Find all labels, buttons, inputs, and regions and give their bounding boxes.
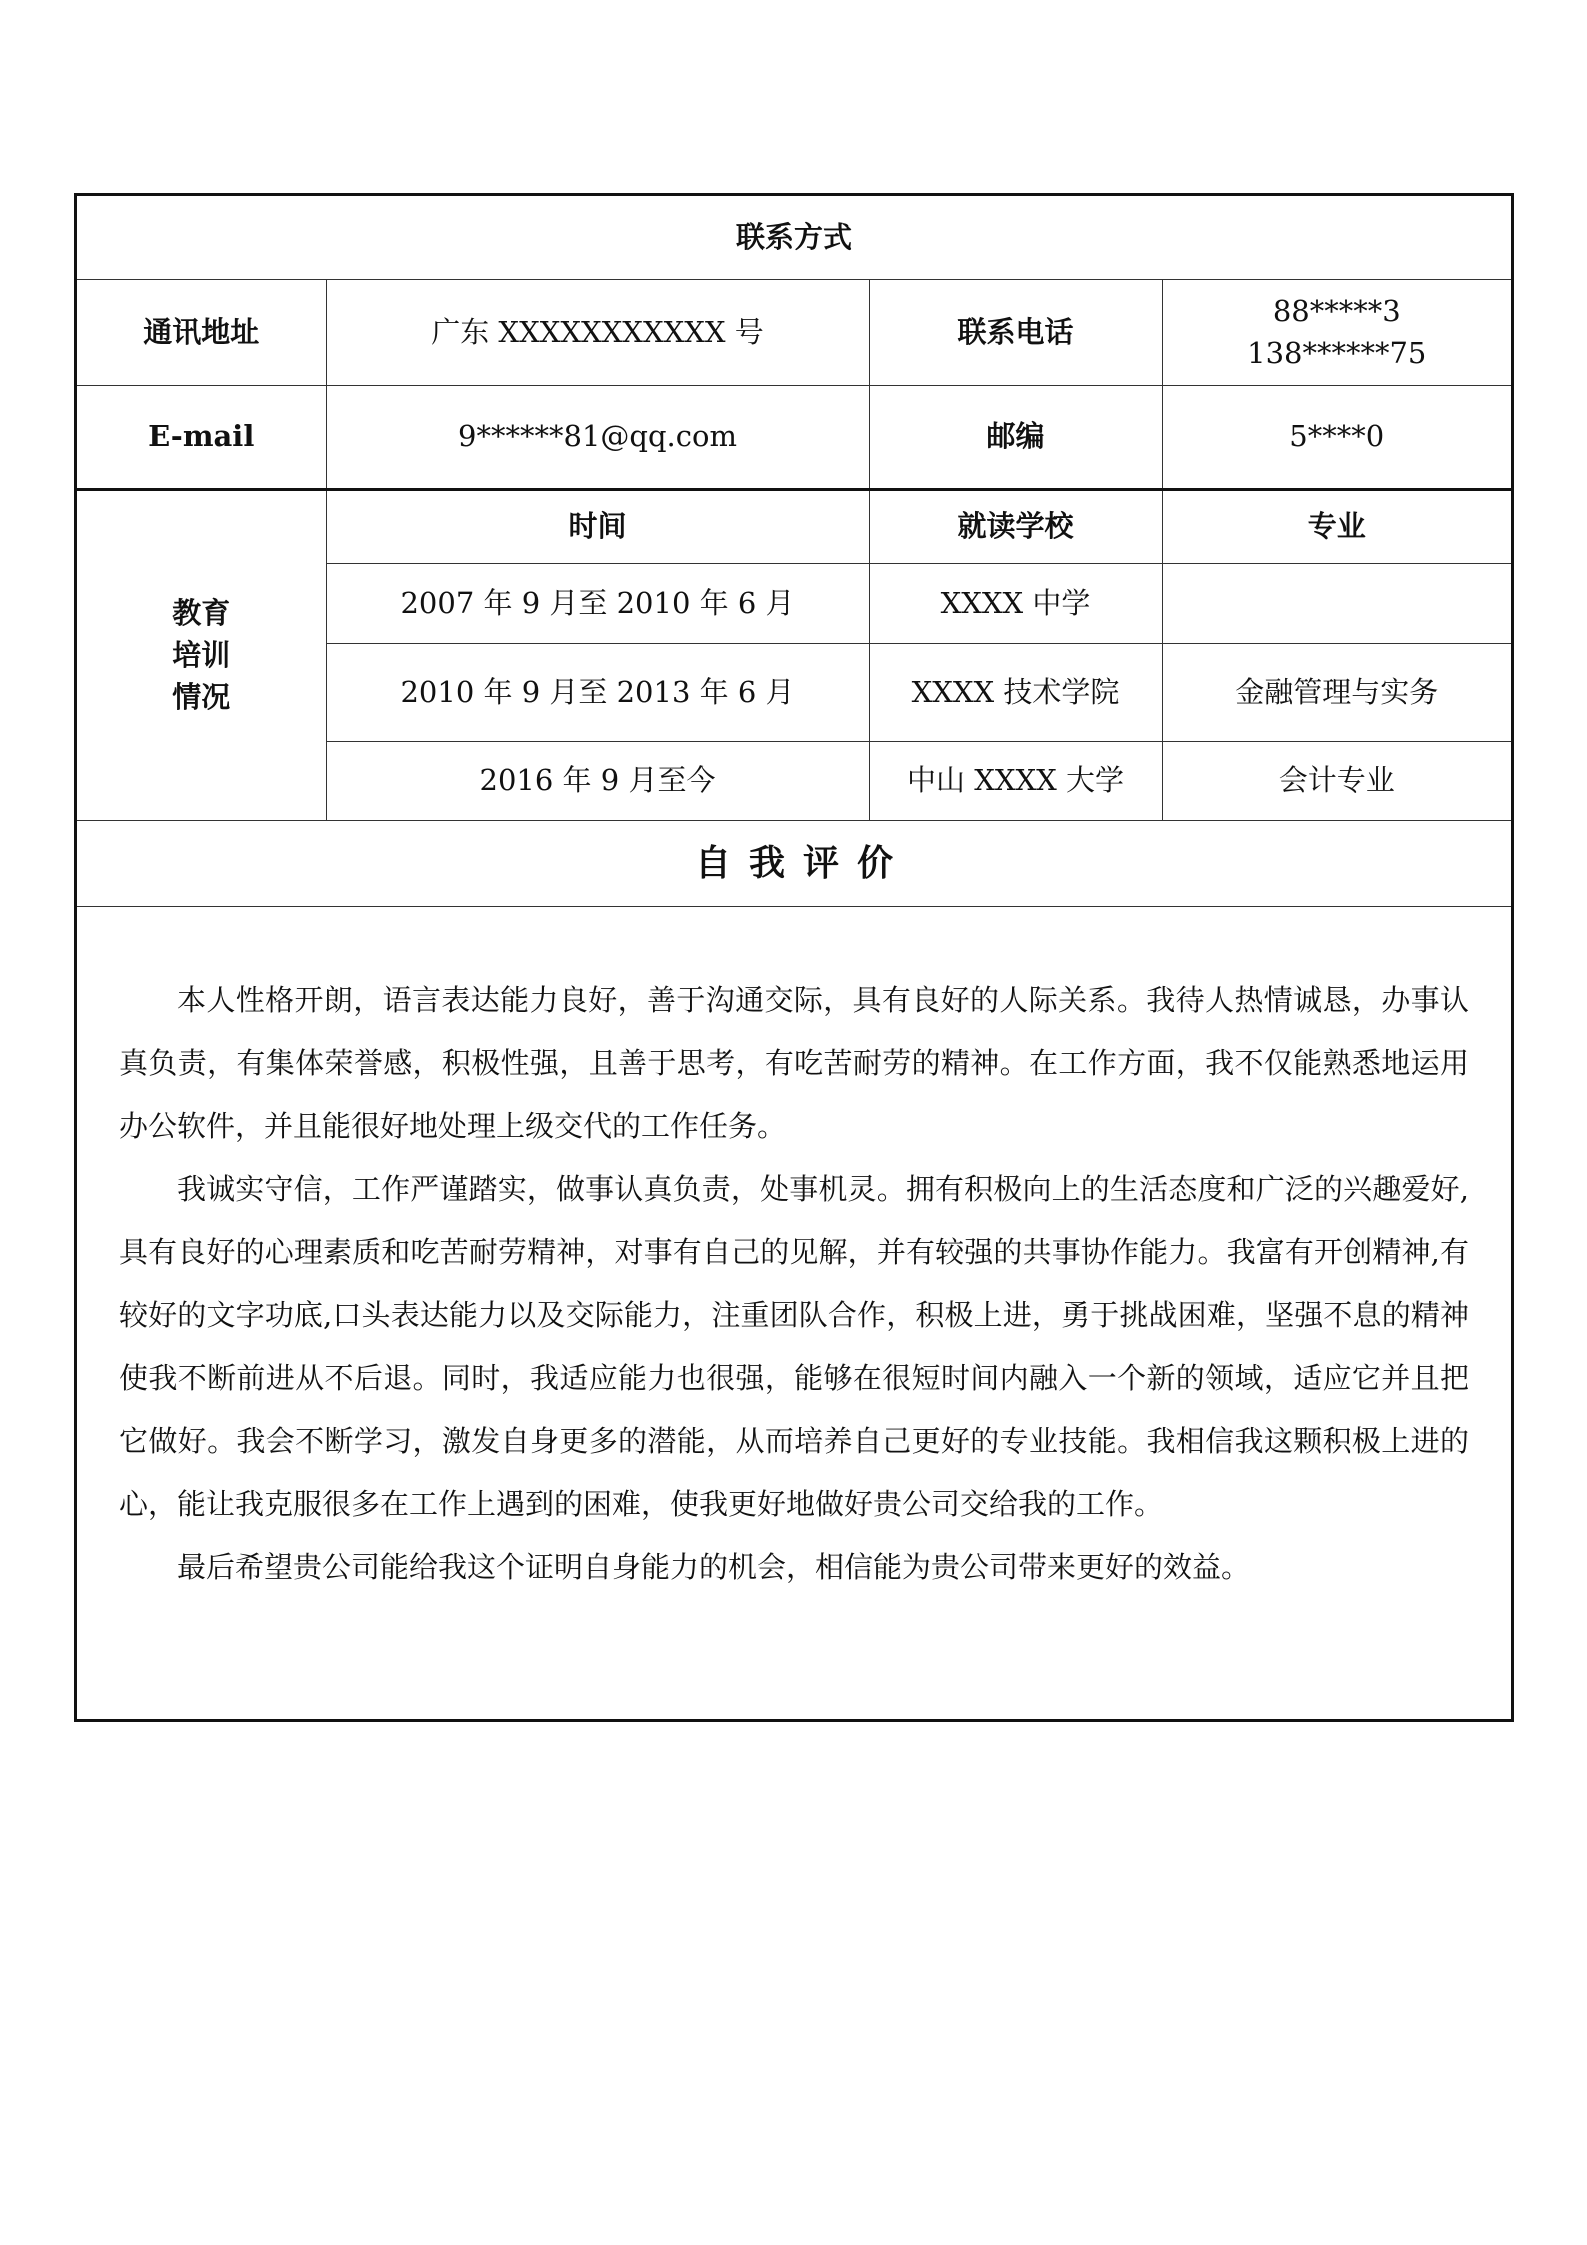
email-value: 9******81@qq.com — [326, 385, 869, 489]
postcode-value: 5****0 — [1162, 385, 1511, 489]
education-row-time: 2010 年 9 月至 2013 年 6 月 — [326, 643, 869, 741]
contact-section-title: 联系方式 — [77, 196, 1511, 279]
education-row-major: 会计专业 — [1162, 741, 1511, 820]
education-section-label — [77, 489, 326, 820]
education-label-line-3: 情况 — [172, 680, 231, 715]
address-value: 广东 XXXXXXXXXXX 号 — [326, 279, 869, 385]
self-evaluation-body — [77, 906, 1511, 1722]
resume-table — [77, 196, 1511, 1722]
self-evaluation-paragraph: 本人性格开朗，语言表达能力良好，善于沟通交际，具有良好的人际关系。我待人热情诚恳，办事认真负责，有集体荣誉感，积极性强，且善于思考，有吃苦耐劳的精神。在工作方面，我不仅能熟悉地运用办公软件，并且能很好地处理上级交代的工作任务。 — [119, 982, 1470, 1143]
education-label-line-1: 教育 — [172, 595, 231, 630]
phone-values — [1162, 279, 1511, 385]
education-row-school: XXXX 中学 — [869, 563, 1162, 643]
phone-value-mobile: 138******75 — [1247, 336, 1427, 370]
resume-sheet — [74, 193, 1514, 1722]
education-row-time: 2016 年 9 月至今 — [326, 741, 869, 820]
education-row-time: 2007 年 9 月至 2010 年 6 月 — [326, 563, 869, 643]
education-header-school: 就读学校 — [869, 489, 1162, 563]
postcode-label: 邮编 — [869, 385, 1162, 489]
self-evaluation-paragraph: 我诚实守信，工作严谨踏实，做事认真负责，处事机灵。拥有积极向上的生活态度和广泛的兴趣爱好,具有良好的心理素质和吃苦耐劳精神，对事有自己的见解，并有较强的共事协作能力。我富有开创精神,有较好的文字功底,口头表达能力以及交际能力，注重团队合作，积极上进，勇于挑战困难，坚强不息的精神使我不断前进从不后退。同时，我适应能力也很强，能够在很短时间内融入一个新的领域，适应它并且把它做好。我会不断学习，激发自身更多的潜能，从而培养自己更好的专业技能。我相信我这颗积极上进的心，能让我克服很多在工作上遇到的困难，使我更好地做好贵公司交给我的工作。 — [119, 1171, 1470, 1521]
education-label-line-2: 培训 — [172, 637, 231, 672]
email-label: E-mail — [77, 385, 326, 489]
address-label: 通讯地址 — [77, 279, 326, 385]
education-row-school: 中山 XXXX 大学 — [869, 741, 1162, 820]
self-evaluation-title: 自我评价 — [77, 820, 1511, 906]
education-header-time: 时间 — [326, 489, 869, 563]
education-header-major: 专业 — [1162, 489, 1511, 563]
education-row-major — [1162, 563, 1511, 643]
education-row-school: XXXX 技术学院 — [869, 643, 1162, 741]
phone-label: 联系电话 — [869, 279, 1162, 385]
phone-value-landline: 88*****3 — [1272, 293, 1401, 328]
self-evaluation-paragraph: 最后希望贵公司能给我这个证明自身能力的机会，相信能为贵公司带来更好的效益。 — [177, 1549, 1251, 1584]
education-row-major: 金融管理与实务 — [1162, 643, 1511, 741]
